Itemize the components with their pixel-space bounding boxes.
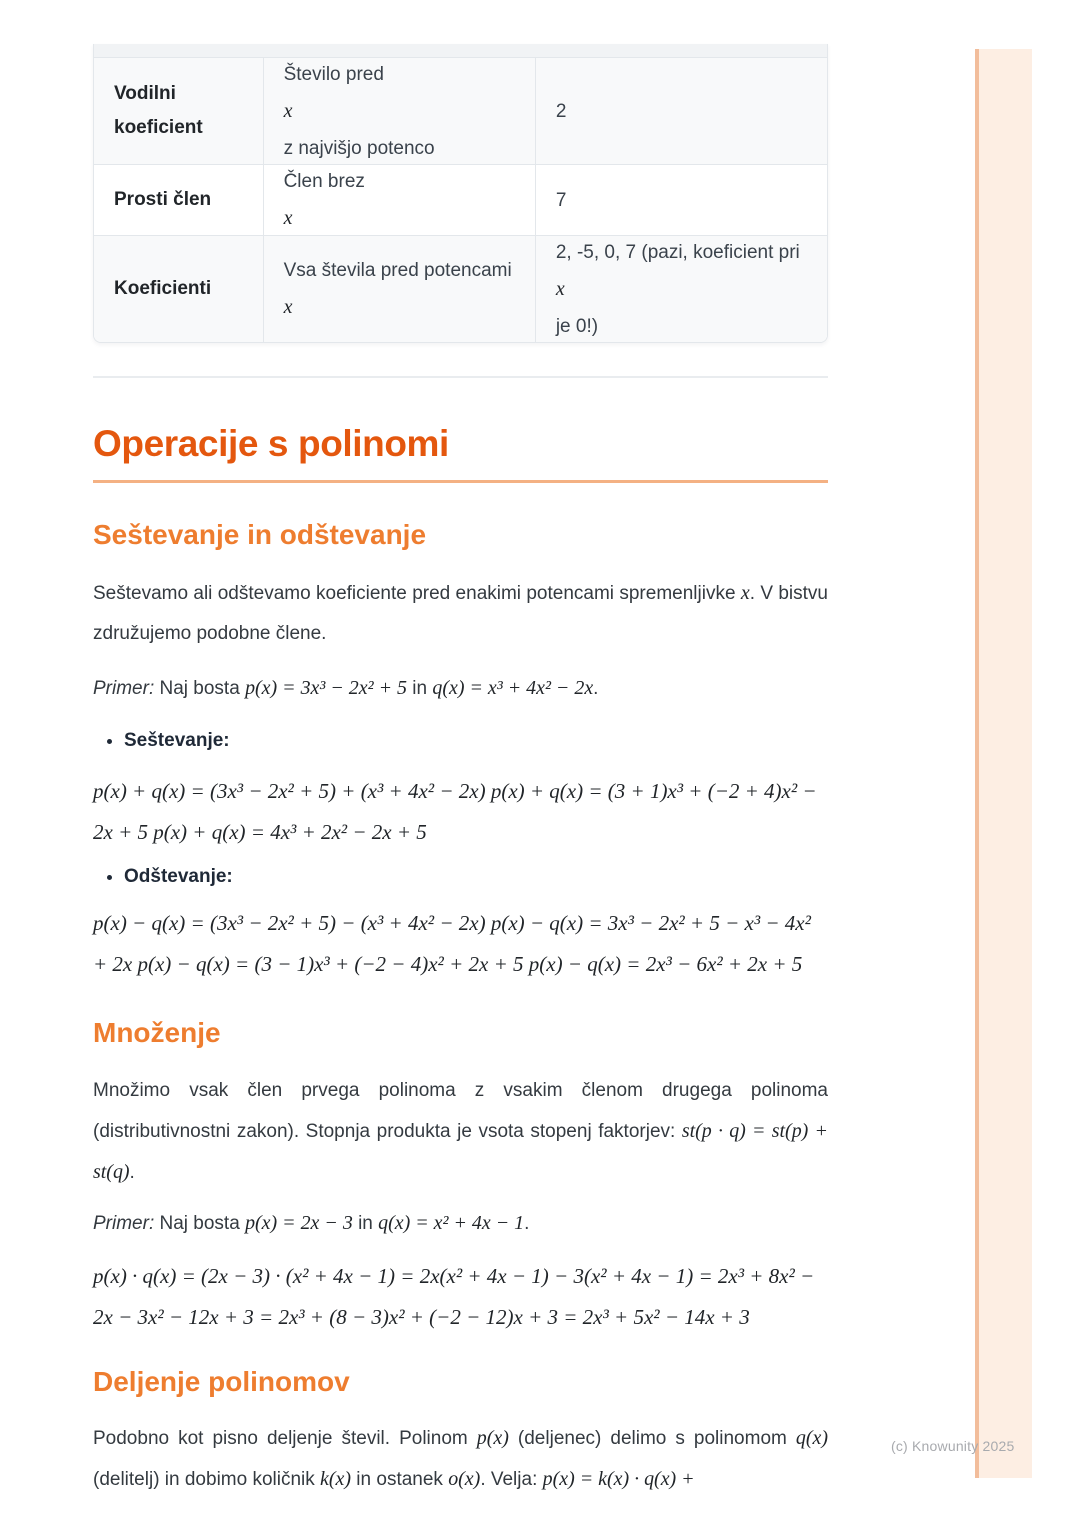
table-cell-label: Koeficienti (94, 236, 264, 342)
addition-example-line: Primer: Naj bosta p(x) = 3x³ − 2x² + 5 in q(x) = x³ + 4x² − 2x. (93, 677, 599, 699)
table-cell-description: Člen brez x (264, 165, 536, 235)
page-title: Operacije s polinomi (93, 422, 828, 483)
table-row (94, 58, 827, 164)
section-heading-multiplication: Množenje (93, 1017, 221, 1048)
math-subtraction-worked: p(x) − q(x) = (3x³ − 2x² + 5) − (x³ + 4x² − 2x) p(x) − q(x) = 3x³ − 2x² + 5 − x³ − 4x² + 2x p(x) − q(x) = (3 − 1)x³ + (−2 − 4)x² + 2x + 5 p(x) − q(x) = 2x³ − 6x² + 2x + 5 (93, 911, 811, 976)
copyright-label: (c) Knowunity 2025 (891, 1438, 1015, 1454)
table-cell-label: Prosti člen (94, 165, 264, 235)
table-cell-label: Vodilni koeficient (94, 58, 264, 164)
polynomial-terms-table (93, 44, 828, 343)
multiplication-intro-paragraph: Množimo vsak člen prvega polinoma z vsakim členom drugega polinoma (distributivnostni zakon). Stopnja produkta je vsota stopenj faktorjev: st(p · q) = st(p) + st(q). (93, 1080, 829, 1183)
table-cell-value: 2, -5, 0, 7 (pazi, koeficient pri x je 0!) (555, 241, 800, 337)
math-multiplication-worked: p(x) · q(x) = (2x − 3) · (x² + 4x − 1) = 2x(x² + 4x − 1) − 3(x² + 4x − 1) = 2x³ + 8x² − 2x − 3x² − 12x + 3 = 2x³ + (8 − 3)x² + (−2 − 12)x + 3 = 2x³ + 5x² − 14x + 3 (93, 1264, 815, 1329)
bullet-list (93, 721, 828, 761)
list-item (124, 721, 828, 761)
table-row (94, 235, 827, 342)
table-cell-value: 2 (555, 100, 567, 122)
math-addition-worked: p(x) + q(x) = (3x³ − 2x² + 5) + (x³ + 4x² − 2x) p(x) + q(x) = (3 + 1)x³ + (−2 + 4)x² − 2x + 5 p(x) + q(x) = 4x³ + 2x² − 2x + 5 (93, 779, 817, 844)
section-heading-addition: Seštevanje in odštevanje (93, 519, 427, 550)
section-heading-division: Deljenje polinomov (93, 1366, 350, 1397)
section-divider (93, 376, 828, 378)
table-cell-description: Število pred x z najvišjo potenco (264, 58, 536, 164)
bullet-list (93, 857, 828, 897)
bullet-label-subtraction: Odštevanje: (124, 866, 233, 887)
bullet-label-addition: Seštevanje: (124, 730, 230, 751)
addition-intro-paragraph: Seštevamo ali odštevamo koeficiente pred enakimi potencami spremenljivke x. V bistvu združujemo podobne člene. (93, 582, 828, 644)
table-row (94, 164, 827, 235)
list-item (124, 857, 828, 897)
table-cell-value: 7 (555, 189, 567, 211)
content-column (93, 0, 828, 1500)
division-intro-paragraph: Podobno kot pisno deljenje števil. Polinom p(x) (deljenec) delimo s polinomom q(x) (delitelj) in dobimo količnik k(x) in ostanek o(x). Velja: p(x) = k(x) · q(x) + (93, 1427, 828, 1490)
table-cell-description: Vsa števila pred potencami x (264, 236, 536, 342)
multiplication-example-line: Primer: Naj bosta p(x) = 2x − 3 in q(x) = x² + 4x − 1. (93, 1212, 530, 1234)
right-accent-bar (975, 49, 1032, 1478)
